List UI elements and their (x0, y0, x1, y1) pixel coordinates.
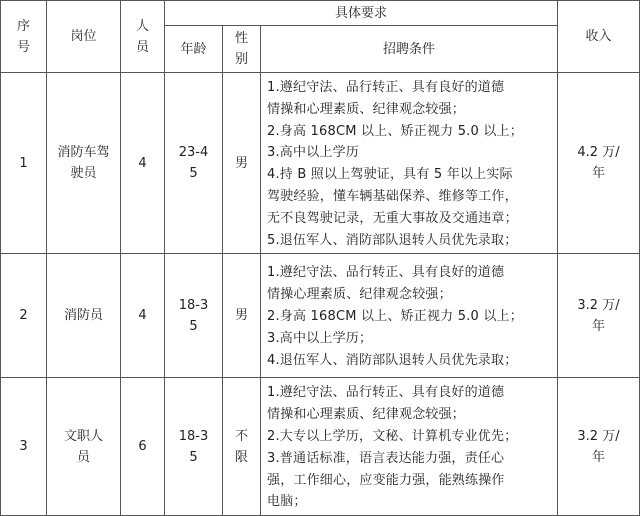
table-row (1, 254, 640, 378)
cell-gender: 不限 (223, 378, 261, 516)
cell-position: 文职人员 (47, 378, 121, 516)
cell-count: 4 (121, 254, 165, 378)
header-conditions: 招聘条件 (261, 26, 558, 73)
condition-line: 2.大专以上学历，文秘、计算机专业优先； (267, 428, 518, 444)
condition-line: 1.遵纪守法、品行转正、具有良好的道德 (267, 265, 505, 281)
cell-conditions (261, 73, 558, 254)
header-no: 序号 (1, 1, 47, 73)
condition-line: 5.退伍军人、消防部队退转人员优先录取； (267, 232, 518, 248)
cell-income: 3.2 万/年 (558, 254, 640, 378)
cell-conditions (261, 254, 558, 378)
cell-income: 4.2 万/年 (558, 73, 640, 254)
condition-line: 无不良驾驶记录，无重大事故及交通违章； (267, 210, 518, 226)
condition-line: 2.身高 168CM 以上、矫正视力 5.0 以上； (267, 308, 523, 324)
cell-no: 1 (1, 73, 47, 254)
condition-line: 强，工作细心，应变能力强，能熟练操作 (267, 472, 505, 488)
header-age: 年龄 (165, 26, 223, 73)
cell-gender: 男 (223, 73, 261, 254)
header-count: 人员 (121, 1, 165, 73)
condition-line: 4.持 B 照以上驾驶证，具有 5 年以上实际 (267, 167, 513, 183)
cell-no: 2 (1, 254, 47, 378)
cell-count: 6 (121, 378, 165, 516)
condition-line: 3.普通话标准，语言表达能力强，责任心 (267, 450, 505, 466)
cell-count: 4 (121, 73, 165, 254)
cell-age: 23-45 (165, 73, 223, 254)
cell-conditions (261, 378, 558, 516)
condition-line: 驾驶经验，懂车辆基础保养、维修等工作， (267, 188, 518, 204)
condition-line: 情操和心理素质、纪律观念较强； (267, 407, 466, 423)
condition-line: 情操心理素质、纪律观念较强； (267, 287, 452, 303)
cell-age: 18-35 (165, 378, 223, 516)
header-gender: 性别 (223, 26, 261, 73)
condition-line: 1.遵纪守法、品行转正、具有良好的道德 (267, 385, 505, 401)
header-position: 岗位 (47, 1, 121, 73)
cell-position: 消防车驾驶员 (47, 73, 121, 254)
header-row-top (1, 1, 640, 26)
header-requirements: 具体要求 (165, 1, 558, 26)
condition-line: 2.身高 168CM 以上、矫正视力 5.0 以上； (267, 123, 523, 139)
cell-income: 3.2 万/年 (558, 378, 640, 516)
cell-gender: 男 (223, 254, 261, 378)
cell-no: 3 (1, 378, 47, 516)
table-row (1, 378, 640, 516)
condition-line: 4.退伍军人、消防部队退转人员优先录取； (267, 352, 518, 368)
condition-line: 3.高中以上学历； (267, 330, 373, 346)
cell-position: 消防员 (47, 254, 121, 378)
table-row (1, 73, 640, 254)
condition-line: 情操和心理素质、纪律观念较强； (267, 101, 466, 117)
condition-line: 电脑； (267, 494, 307, 510)
condition-line: 3.高中以上学历 (267, 145, 360, 161)
condition-line: 1.遵纪守法、品行转正、具有良好的道德 (267, 80, 505, 95)
header-income: 收入 (558, 1, 640, 73)
cell-age: 18-35 (165, 254, 223, 378)
